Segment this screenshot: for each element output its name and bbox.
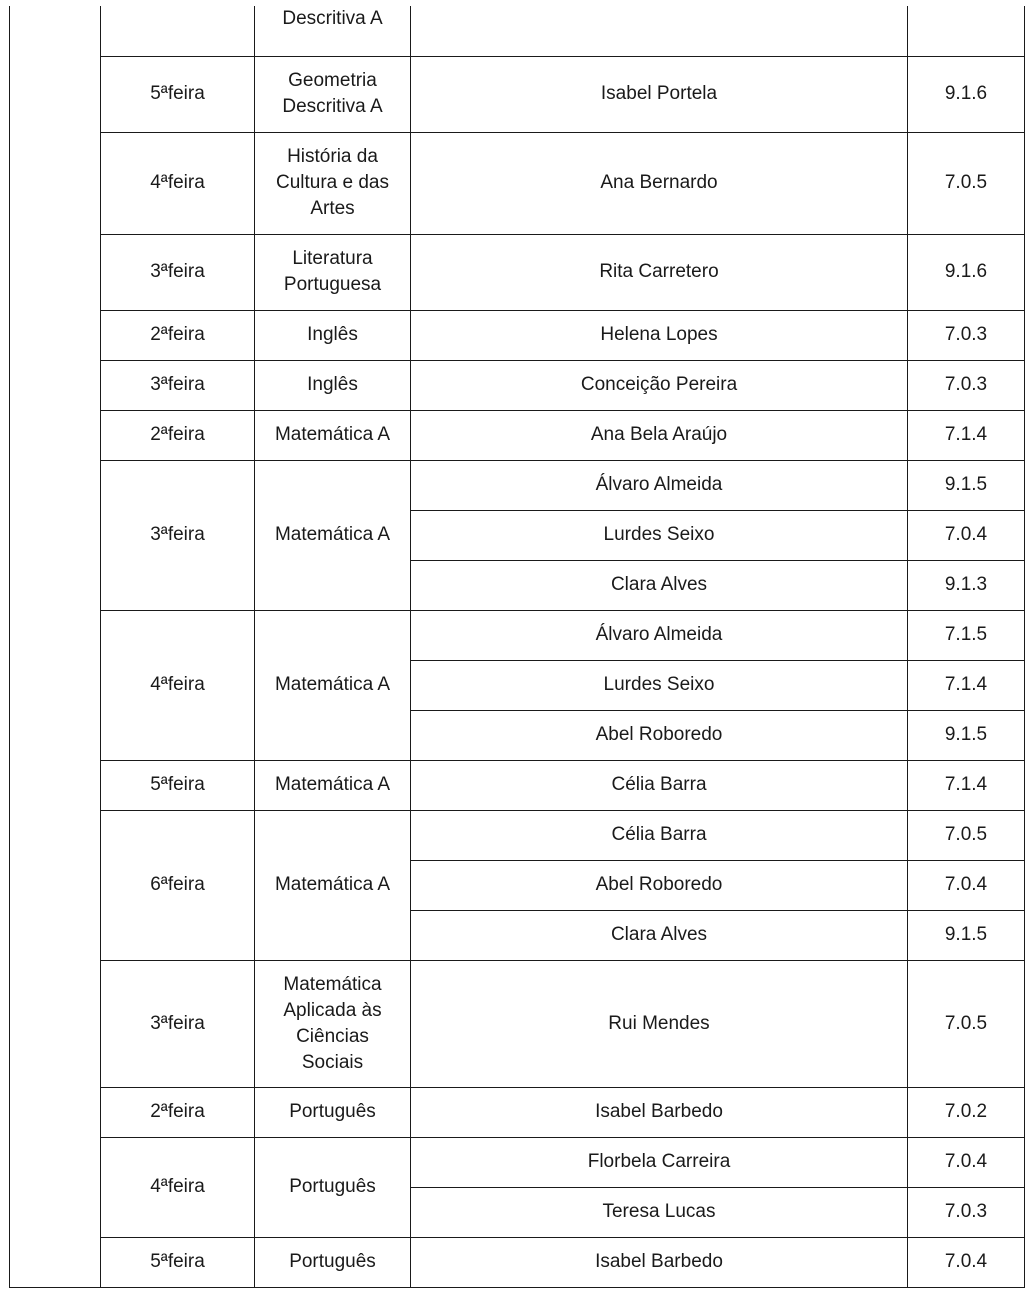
teacher-cell: Célia Barra — [411, 760, 908, 810]
schedule-table — [9, 6, 1025, 1288]
subject-cell: História da Cultura e das Artes — [255, 132, 411, 234]
table-row — [10, 460, 1025, 510]
room-cell: 9.1.6 — [908, 234, 1025, 310]
teacher-cell: Abel Roboredo — [411, 710, 908, 760]
teacher-cell — [411, 6, 908, 56]
day-cell — [101, 6, 255, 56]
teacher-cell: Florbela Carreira — [411, 1137, 908, 1187]
room-cell: 7.0.5 — [908, 810, 1025, 860]
teacher-cell: Álvaro Almeida — [411, 460, 908, 510]
table-row — [10, 56, 1025, 132]
teacher-cell: Ana Bela Araújo — [411, 410, 908, 460]
table-row — [10, 360, 1025, 410]
table-row — [10, 1137, 1025, 1187]
room-cell: 7.0.3 — [908, 310, 1025, 360]
day-cell: 3ªfeira — [101, 234, 255, 310]
table-row — [10, 760, 1025, 810]
table-row — [10, 1087, 1025, 1137]
subject-cell: Descritiva A — [255, 6, 411, 56]
teacher-cell: Célia Barra — [411, 810, 908, 860]
subject-cell: Matemática A — [255, 810, 411, 960]
room-cell — [908, 6, 1025, 56]
day-cell: 3ªfeira — [101, 360, 255, 410]
room-cell: 7.0.4 — [908, 1137, 1025, 1187]
day-cell: 2ªfeira — [101, 410, 255, 460]
day-cell: 2ªfeira — [101, 310, 255, 360]
table-row — [10, 234, 1025, 310]
room-cell: 9.1.5 — [908, 910, 1025, 960]
subject-cell: Matemática A — [255, 410, 411, 460]
teacher-cell: Isabel Barbedo — [411, 1237, 908, 1287]
teacher-cell: Isabel Barbedo — [411, 1087, 908, 1137]
table-row — [10, 410, 1025, 460]
subject-cell: Matemática A — [255, 610, 411, 760]
teacher-cell: Helena Lopes — [411, 310, 908, 360]
room-cell: 7.0.5 — [908, 960, 1025, 1087]
room-cell: 7.0.4 — [908, 860, 1025, 910]
room-cell: 7.1.4 — [908, 760, 1025, 810]
room-cell: 7.0.3 — [908, 360, 1025, 410]
subject-cell: Matemática Aplicada às Ciências Sociais — [255, 960, 411, 1087]
day-cell: 4ªfeira — [101, 610, 255, 760]
room-cell: 7.0.4 — [908, 1237, 1025, 1287]
room-cell: 9.1.5 — [908, 710, 1025, 760]
teacher-cell: Lurdes Seixo — [411, 510, 908, 560]
group-cell — [10, 6, 101, 1287]
room-cell: 7.1.5 — [908, 610, 1025, 660]
table-row — [10, 132, 1025, 234]
room-cell: 9.1.5 — [908, 460, 1025, 510]
teacher-cell: Lurdes Seixo — [411, 660, 908, 710]
room-cell: 7.1.4 — [908, 410, 1025, 460]
table-row — [10, 810, 1025, 860]
room-cell: 7.0.2 — [908, 1087, 1025, 1137]
subject-cell: Matemática A — [255, 760, 411, 810]
subject-cell: Português — [255, 1087, 411, 1137]
room-cell: 7.0.4 — [908, 510, 1025, 560]
day-cell: 5ªfeira — [101, 760, 255, 810]
room-cell: 7.0.5 — [908, 132, 1025, 234]
day-cell: 3ªfeira — [101, 960, 255, 1087]
room-cell: 9.1.3 — [908, 560, 1025, 610]
subject-cell: Inglês — [255, 310, 411, 360]
teacher-cell: Isabel Portela — [411, 56, 908, 132]
teacher-cell: Rita Carretero — [411, 234, 908, 310]
teacher-cell: Álvaro Almeida — [411, 610, 908, 660]
teacher-cell: Conceição Pereira — [411, 360, 908, 410]
day-cell: 2ªfeira — [101, 1087, 255, 1137]
teacher-cell: Rui Mendes — [411, 960, 908, 1087]
subject-cell: Geometria Descritiva A — [255, 56, 411, 132]
table-row — [10, 310, 1025, 360]
subject-cell: Inglês — [255, 360, 411, 410]
table-row — [10, 6, 1025, 56]
teacher-cell: Ana Bernardo — [411, 132, 908, 234]
subject-cell: Matemática A — [255, 460, 411, 610]
table-row — [10, 610, 1025, 660]
teacher-cell: Abel Roboredo — [411, 860, 908, 910]
room-cell: 9.1.6 — [908, 56, 1025, 132]
day-cell: 4ªfeira — [101, 1137, 255, 1237]
day-cell: 5ªfeira — [101, 56, 255, 132]
teacher-cell: Clara Alves — [411, 560, 908, 610]
day-cell: 4ªfeira — [101, 132, 255, 234]
subject-cell: Literatura Portuguesa — [255, 234, 411, 310]
teacher-cell: Teresa Lucas — [411, 1187, 908, 1237]
table-row — [10, 1237, 1025, 1287]
subject-cell: Português — [255, 1137, 411, 1237]
day-cell: 3ªfeira — [101, 460, 255, 610]
subject-cell: Português — [255, 1237, 411, 1287]
teacher-cell: Clara Alves — [411, 910, 908, 960]
table-row — [10, 960, 1025, 1087]
room-cell: 7.0.3 — [908, 1187, 1025, 1237]
day-cell: 5ªfeira — [101, 1237, 255, 1287]
day-cell: 6ªfeira — [101, 810, 255, 960]
room-cell: 7.1.4 — [908, 660, 1025, 710]
